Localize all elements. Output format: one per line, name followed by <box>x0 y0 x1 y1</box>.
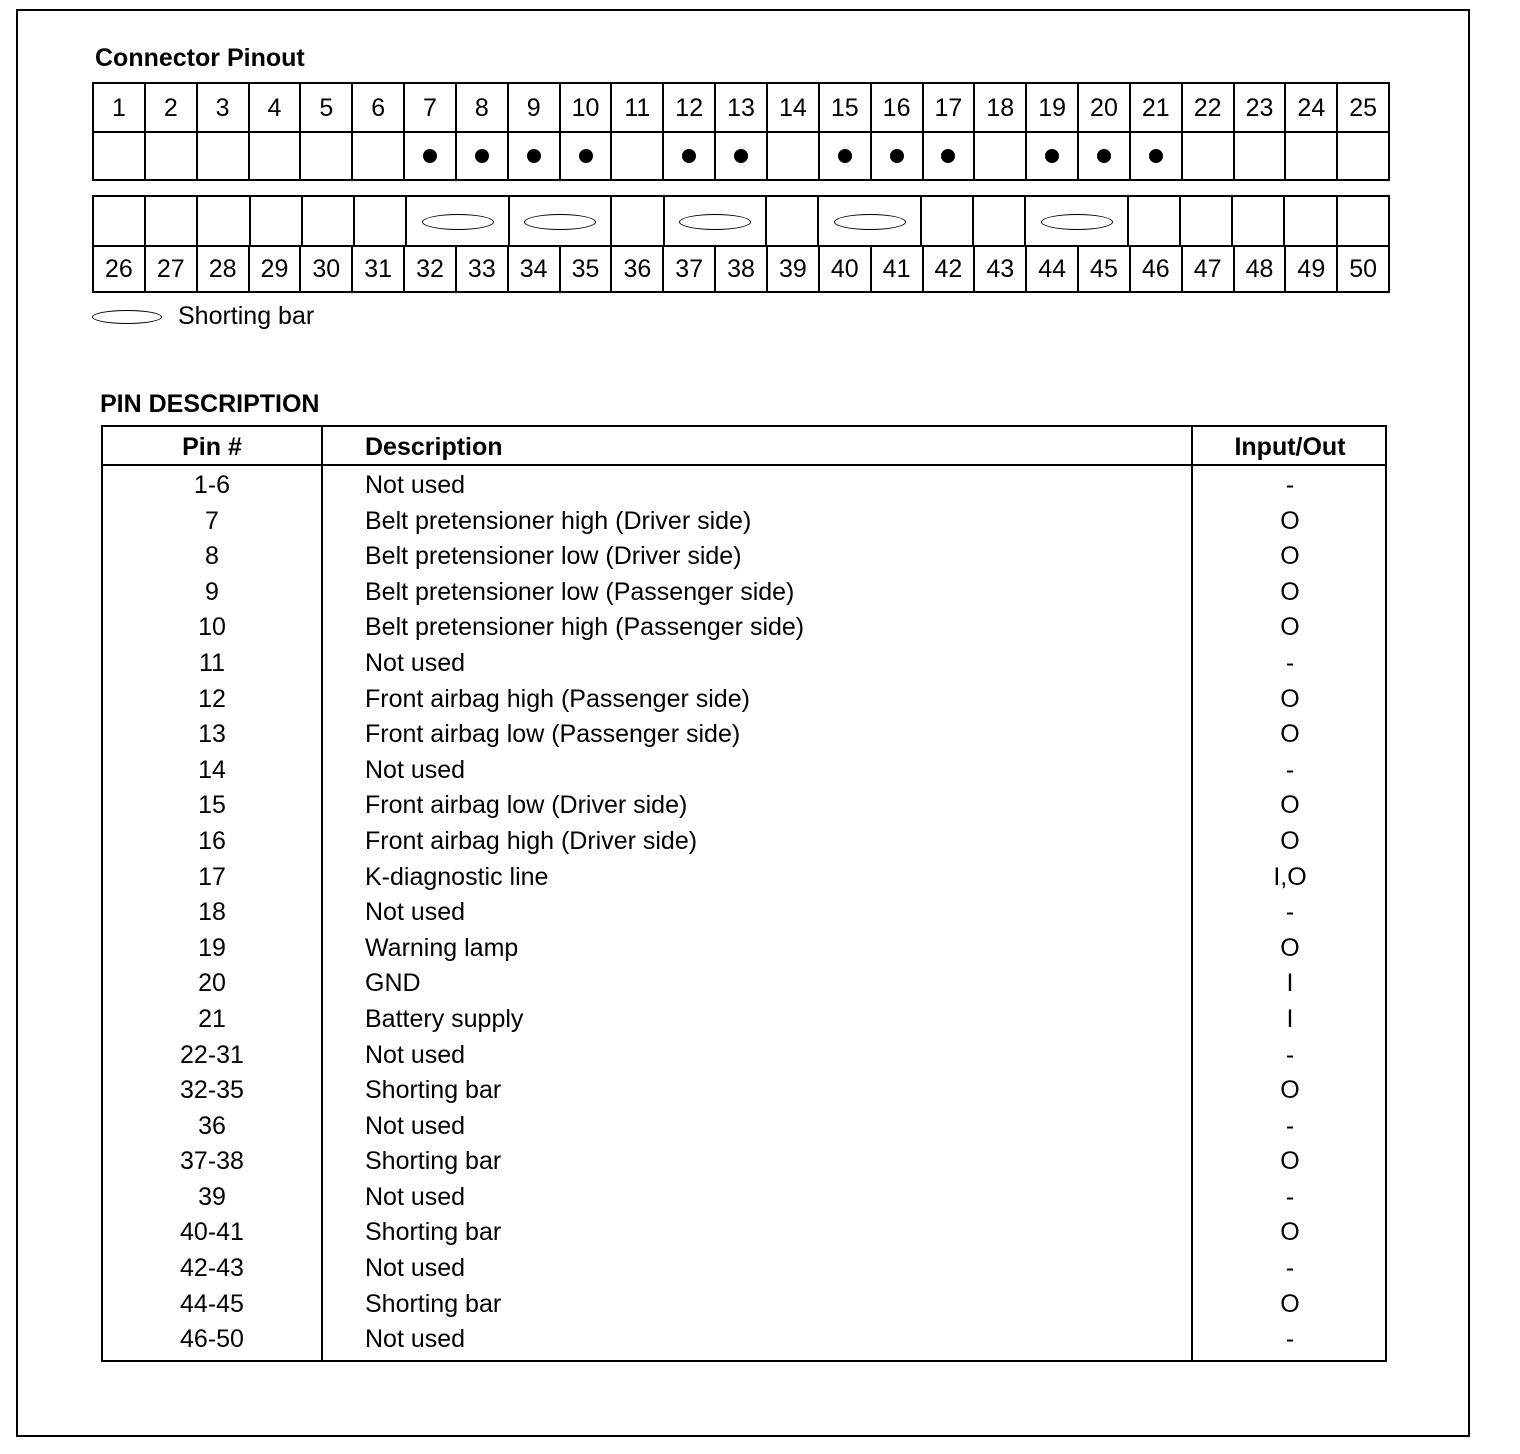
row-input-output: - <box>1285 1111 1295 1140</box>
table-row <box>103 717 1385 753</box>
pin-number: 20 <box>1077 84 1129 133</box>
row-input-output: I <box>1286 1004 1294 1033</box>
pin-number: 24 <box>1284 84 1336 133</box>
pin-number: 1 <box>111 94 126 122</box>
filled-dot-icon <box>890 149 904 163</box>
row-pin: 1-6 <box>193 471 231 499</box>
pin-number: 7 <box>403 84 455 133</box>
shorting-bar-icon <box>422 214 494 230</box>
pin-number: 10 <box>559 84 611 133</box>
row-input-output: O <box>1280 506 1300 535</box>
pin-marker-cell <box>1336 133 1388 179</box>
row-pin: 37-38 <box>180 1147 244 1176</box>
row-pin: 36 <box>198 1111 226 1140</box>
pin-number: 50 <box>1336 247 1388 291</box>
table-row <box>103 1002 1385 1038</box>
legend-label: Shorting bar <box>178 302 315 330</box>
empty-cell <box>1283 197 1335 247</box>
shorting-bar-icon <box>524 214 596 230</box>
row-pin: 17 <box>198 862 226 891</box>
filled-dot-icon <box>475 149 489 163</box>
pin-number: 45 <box>1077 247 1129 291</box>
empty-cell <box>1127 197 1179 247</box>
row-pin: 32-35 <box>180 1076 244 1105</box>
shorting-bar-icon <box>92 310 162 324</box>
row-description: Not used <box>365 1325 466 1354</box>
row-description: Shorting bar <box>365 1289 502 1318</box>
empty-cell <box>94 197 144 247</box>
pin-number: 37 <box>662 247 714 291</box>
row-pin: 9 <box>205 577 219 606</box>
pin-marker-cell <box>455 133 507 179</box>
pin-number: 28 <box>196 247 248 291</box>
table-row <box>103 1073 1385 1109</box>
table-row <box>103 931 1385 967</box>
row-pin: 10 <box>198 613 226 642</box>
pin-marker-cell <box>299 133 351 179</box>
pin-number: 44 <box>1025 247 1077 291</box>
empty-cell <box>1231 197 1283 247</box>
pin-number: 18 <box>973 84 1025 133</box>
shorting-bar-cell <box>508 197 610 247</box>
row-pin: 18 <box>198 898 226 927</box>
shorting-bar-icon <box>834 214 906 230</box>
pin-marker-cell <box>94 133 144 179</box>
pin-marker-cell <box>196 133 248 179</box>
pin-number: 21 <box>1129 84 1181 133</box>
pin-number: 8 <box>455 84 507 133</box>
pin-number: 16 <box>870 84 922 133</box>
table-row <box>103 646 1385 682</box>
empty-cell <box>610 197 662 247</box>
filled-dot-icon <box>423 149 437 163</box>
row-description: Shorting bar <box>365 1076 502 1105</box>
pin-description-title: PIN DESCRIPTION <box>100 390 320 418</box>
bottom-shorting-bar-row <box>92 195 1390 247</box>
shorting-bar-legend <box>92 302 314 331</box>
header-description: Description <box>365 433 503 461</box>
pin-marker-cell <box>507 133 559 179</box>
pin-marker-cell <box>1233 133 1285 179</box>
row-input-output: O <box>1280 826 1300 855</box>
row-pin: 21 <box>198 1004 226 1033</box>
empty-cell <box>144 197 196 247</box>
pin-number: 4 <box>248 84 300 133</box>
pin-marker-cell <box>818 133 870 179</box>
table-row <box>103 610 1385 646</box>
pin-marker-cell <box>1025 133 1077 179</box>
row-description: Not used <box>365 1182 466 1211</box>
empty-cell <box>353 197 405 247</box>
table-row <box>103 895 1385 931</box>
pin-number: 27 <box>144 247 196 291</box>
row-input-output: - <box>1285 1325 1295 1354</box>
filled-dot-icon <box>682 149 696 163</box>
pin-number: 31 <box>351 247 403 291</box>
pin-marker-cell <box>248 133 300 179</box>
row-input-output: O <box>1280 720 1300 749</box>
row-input-output: O <box>1280 791 1300 820</box>
header-divider <box>103 464 1385 466</box>
filled-dot-icon <box>734 149 748 163</box>
top-pin-number-row <box>92 82 1390 133</box>
pin-number: 38 <box>714 247 766 291</box>
filled-dot-icon <box>579 149 593 163</box>
row-input-output: O <box>1280 577 1300 606</box>
pin-number: 13 <box>714 84 766 133</box>
pin-number: 17 <box>922 84 974 133</box>
row-description: Not used <box>365 648 466 677</box>
row-description: Front airbag low (Driver side) <box>365 791 688 820</box>
row-description: Belt pretensioner low (Passenger side) <box>365 577 795 606</box>
row-input-output: O <box>1280 1218 1300 1247</box>
empty-cell <box>1336 197 1388 247</box>
empty-cell <box>249 197 301 247</box>
row-input-output: O <box>1280 613 1300 642</box>
row-description: Belt pretensioner high (Passenger side) <box>365 613 805 642</box>
pin-number: 23 <box>1233 84 1285 133</box>
row-description: Shorting bar <box>365 1218 502 1247</box>
row-input-output: O <box>1280 684 1300 713</box>
pin-marker-cell <box>559 133 611 179</box>
table-row <box>103 682 1385 718</box>
row-pin: 11 <box>199 648 225 677</box>
row-input-output: O <box>1280 1289 1300 1318</box>
pin-number: 41 <box>870 247 922 291</box>
pin-number: 42 <box>922 247 974 291</box>
row-description: Not used <box>365 1111 466 1140</box>
pin-number: 48 <box>1233 247 1285 291</box>
pin-marker-cell <box>662 133 714 179</box>
pin-marker-cell <box>1129 133 1181 179</box>
pin-description-table <box>101 425 1387 1362</box>
pin-number: 29 <box>248 247 300 291</box>
shorting-bar-cell <box>817 197 919 247</box>
pin-number: 6 <box>351 84 403 133</box>
row-pin: 8 <box>205 542 219 571</box>
empty-cell <box>972 197 1024 247</box>
pin-number: 35 <box>559 247 611 291</box>
row-pin: 12 <box>198 684 226 713</box>
row-pin: 14 <box>198 755 226 784</box>
row-pin: 13 <box>198 720 226 749</box>
shorting-bar-cell <box>663 197 765 247</box>
filled-dot-icon <box>1045 149 1059 163</box>
table-row <box>103 1215 1385 1251</box>
row-pin: 19 <box>198 933 226 962</box>
pin-marker-cell <box>714 133 766 179</box>
table-row <box>103 860 1385 896</box>
pin-number: 40 <box>818 247 870 291</box>
pin-marker-cell <box>1181 133 1233 179</box>
row-input-output: - <box>1285 1182 1295 1211</box>
table-row <box>103 468 1385 504</box>
table-row <box>103 753 1385 789</box>
row-description: GND <box>365 969 421 998</box>
table-row <box>103 824 1385 860</box>
header-pin: Pin # <box>182 433 242 461</box>
pin-number: 11 <box>610 84 662 133</box>
pin-marker-cell <box>973 133 1025 179</box>
row-description: Belt pretensioner high (Driver side) <box>365 506 752 535</box>
pin-marker-cell <box>403 133 455 179</box>
header-input-output: Input/Out <box>1234 433 1346 461</box>
table-row <box>103 966 1385 1002</box>
row-input-output: O <box>1280 933 1300 962</box>
table-row <box>103 1109 1385 1145</box>
pin-number: 33 <box>455 247 507 291</box>
pin-number: 15 <box>818 84 870 133</box>
pin-number: 34 <box>507 247 559 291</box>
row-description: K-diagnostic line <box>365 862 549 891</box>
row-input-output: O <box>1280 1147 1300 1176</box>
pin-number: 46 <box>1129 247 1181 291</box>
row-input-output: I,O <box>1273 862 1307 891</box>
bottom-pin-number-row <box>92 245 1390 293</box>
pin-number: 25 <box>1336 84 1388 133</box>
table-row <box>103 788 1385 824</box>
table-row <box>103 1322 1385 1358</box>
row-pin: 20 <box>198 969 226 998</box>
filled-dot-icon <box>1097 149 1111 163</box>
row-input-output: I <box>1286 969 1294 998</box>
row-input-output: O <box>1280 1076 1300 1105</box>
filled-dot-icon <box>1149 149 1163 163</box>
pin-number: 47 <box>1181 247 1233 291</box>
row-input-output: - <box>1285 648 1295 677</box>
pin-number: 39 <box>766 247 818 291</box>
empty-cell <box>765 197 817 247</box>
row-description: Shorting bar <box>365 1147 502 1176</box>
pin-number: 32 <box>403 247 455 291</box>
pin-marker-cell <box>351 133 403 179</box>
pin-marker-cell <box>766 133 818 179</box>
pin-number: 43 <box>973 247 1025 291</box>
pin-number: 36 <box>610 247 662 291</box>
pin-marker-cell <box>1077 133 1129 179</box>
row-pin: 16 <box>198 826 226 855</box>
table-row <box>103 504 1385 540</box>
pin-number: 26 <box>105 254 133 283</box>
pin-number: 30 <box>299 247 351 291</box>
row-pin: 42-43 <box>180 1254 244 1283</box>
pin-marker-cell <box>610 133 662 179</box>
row-description: Not used <box>365 471 466 499</box>
table-row <box>103 539 1385 575</box>
row-input-output: - <box>1285 471 1295 499</box>
row-description: Front airbag high (Driver side) <box>365 826 698 855</box>
filled-dot-icon <box>941 149 955 163</box>
empty-cell <box>1179 197 1231 247</box>
filled-dot-icon <box>527 149 541 163</box>
row-description: Battery supply <box>365 1004 524 1033</box>
pin-number: 2 <box>144 84 196 133</box>
row-pin: 40-41 <box>180 1218 244 1247</box>
empty-cell <box>301 197 353 247</box>
table-row <box>103 1144 1385 1180</box>
row-pin: 15 <box>198 791 226 820</box>
row-pin: 22-31 <box>180 1040 244 1069</box>
pin-number: 12 <box>662 84 714 133</box>
row-input-output: - <box>1285 1254 1295 1283</box>
row-description: Not used <box>365 1040 466 1069</box>
row-pin: 7 <box>205 506 219 535</box>
shorting-bar-icon <box>1041 214 1113 230</box>
table-row <box>103 1038 1385 1074</box>
row-input-output: - <box>1285 1040 1295 1069</box>
table-row <box>103 1180 1385 1216</box>
row-description: Warning lamp <box>365 933 519 962</box>
pin-number: 14 <box>766 84 818 133</box>
row-description: Not used <box>365 1254 466 1283</box>
connector-pinout-title: Connector Pinout <box>95 44 305 72</box>
pin-marker-cell <box>922 133 974 179</box>
table-body <box>103 468 1385 1358</box>
row-description: Not used <box>365 755 466 784</box>
pin-number: 22 <box>1181 84 1233 133</box>
pin-number: 49 <box>1284 247 1336 291</box>
pin-marker-cell <box>1284 133 1336 179</box>
pin-number: 5 <box>299 84 351 133</box>
shorting-bar-cell <box>1024 197 1126 247</box>
shorting-bar-icon <box>679 214 751 230</box>
filled-dot-icon <box>838 149 852 163</box>
pin-marker-cell <box>870 133 922 179</box>
table-row <box>103 575 1385 611</box>
empty-cell <box>196 197 248 247</box>
row-pin: 46-50 <box>180 1325 244 1354</box>
top-pin-marker-row <box>92 131 1390 181</box>
pin-number: 19 <box>1025 84 1077 133</box>
table-row <box>103 1251 1385 1287</box>
empty-cell <box>920 197 972 247</box>
table-row <box>103 1287 1385 1323</box>
row-description: Not used <box>365 898 466 927</box>
pin-number: 9 <box>507 84 559 133</box>
row-input-output: O <box>1280 542 1300 571</box>
row-pin: 44-45 <box>180 1289 244 1318</box>
shorting-bar-cell <box>405 197 507 247</box>
pin-marker-cell <box>144 133 196 179</box>
row-input-output: - <box>1285 755 1295 784</box>
row-input-output: - <box>1285 898 1295 927</box>
pin-number: 3 <box>196 84 248 133</box>
row-description: Belt pretensioner low (Driver side) <box>365 542 742 571</box>
row-description: Front airbag high (Passenger side) <box>365 684 750 713</box>
row-description: Front airbag low (Passenger side) <box>365 720 741 749</box>
row-pin: 39 <box>198 1182 226 1211</box>
